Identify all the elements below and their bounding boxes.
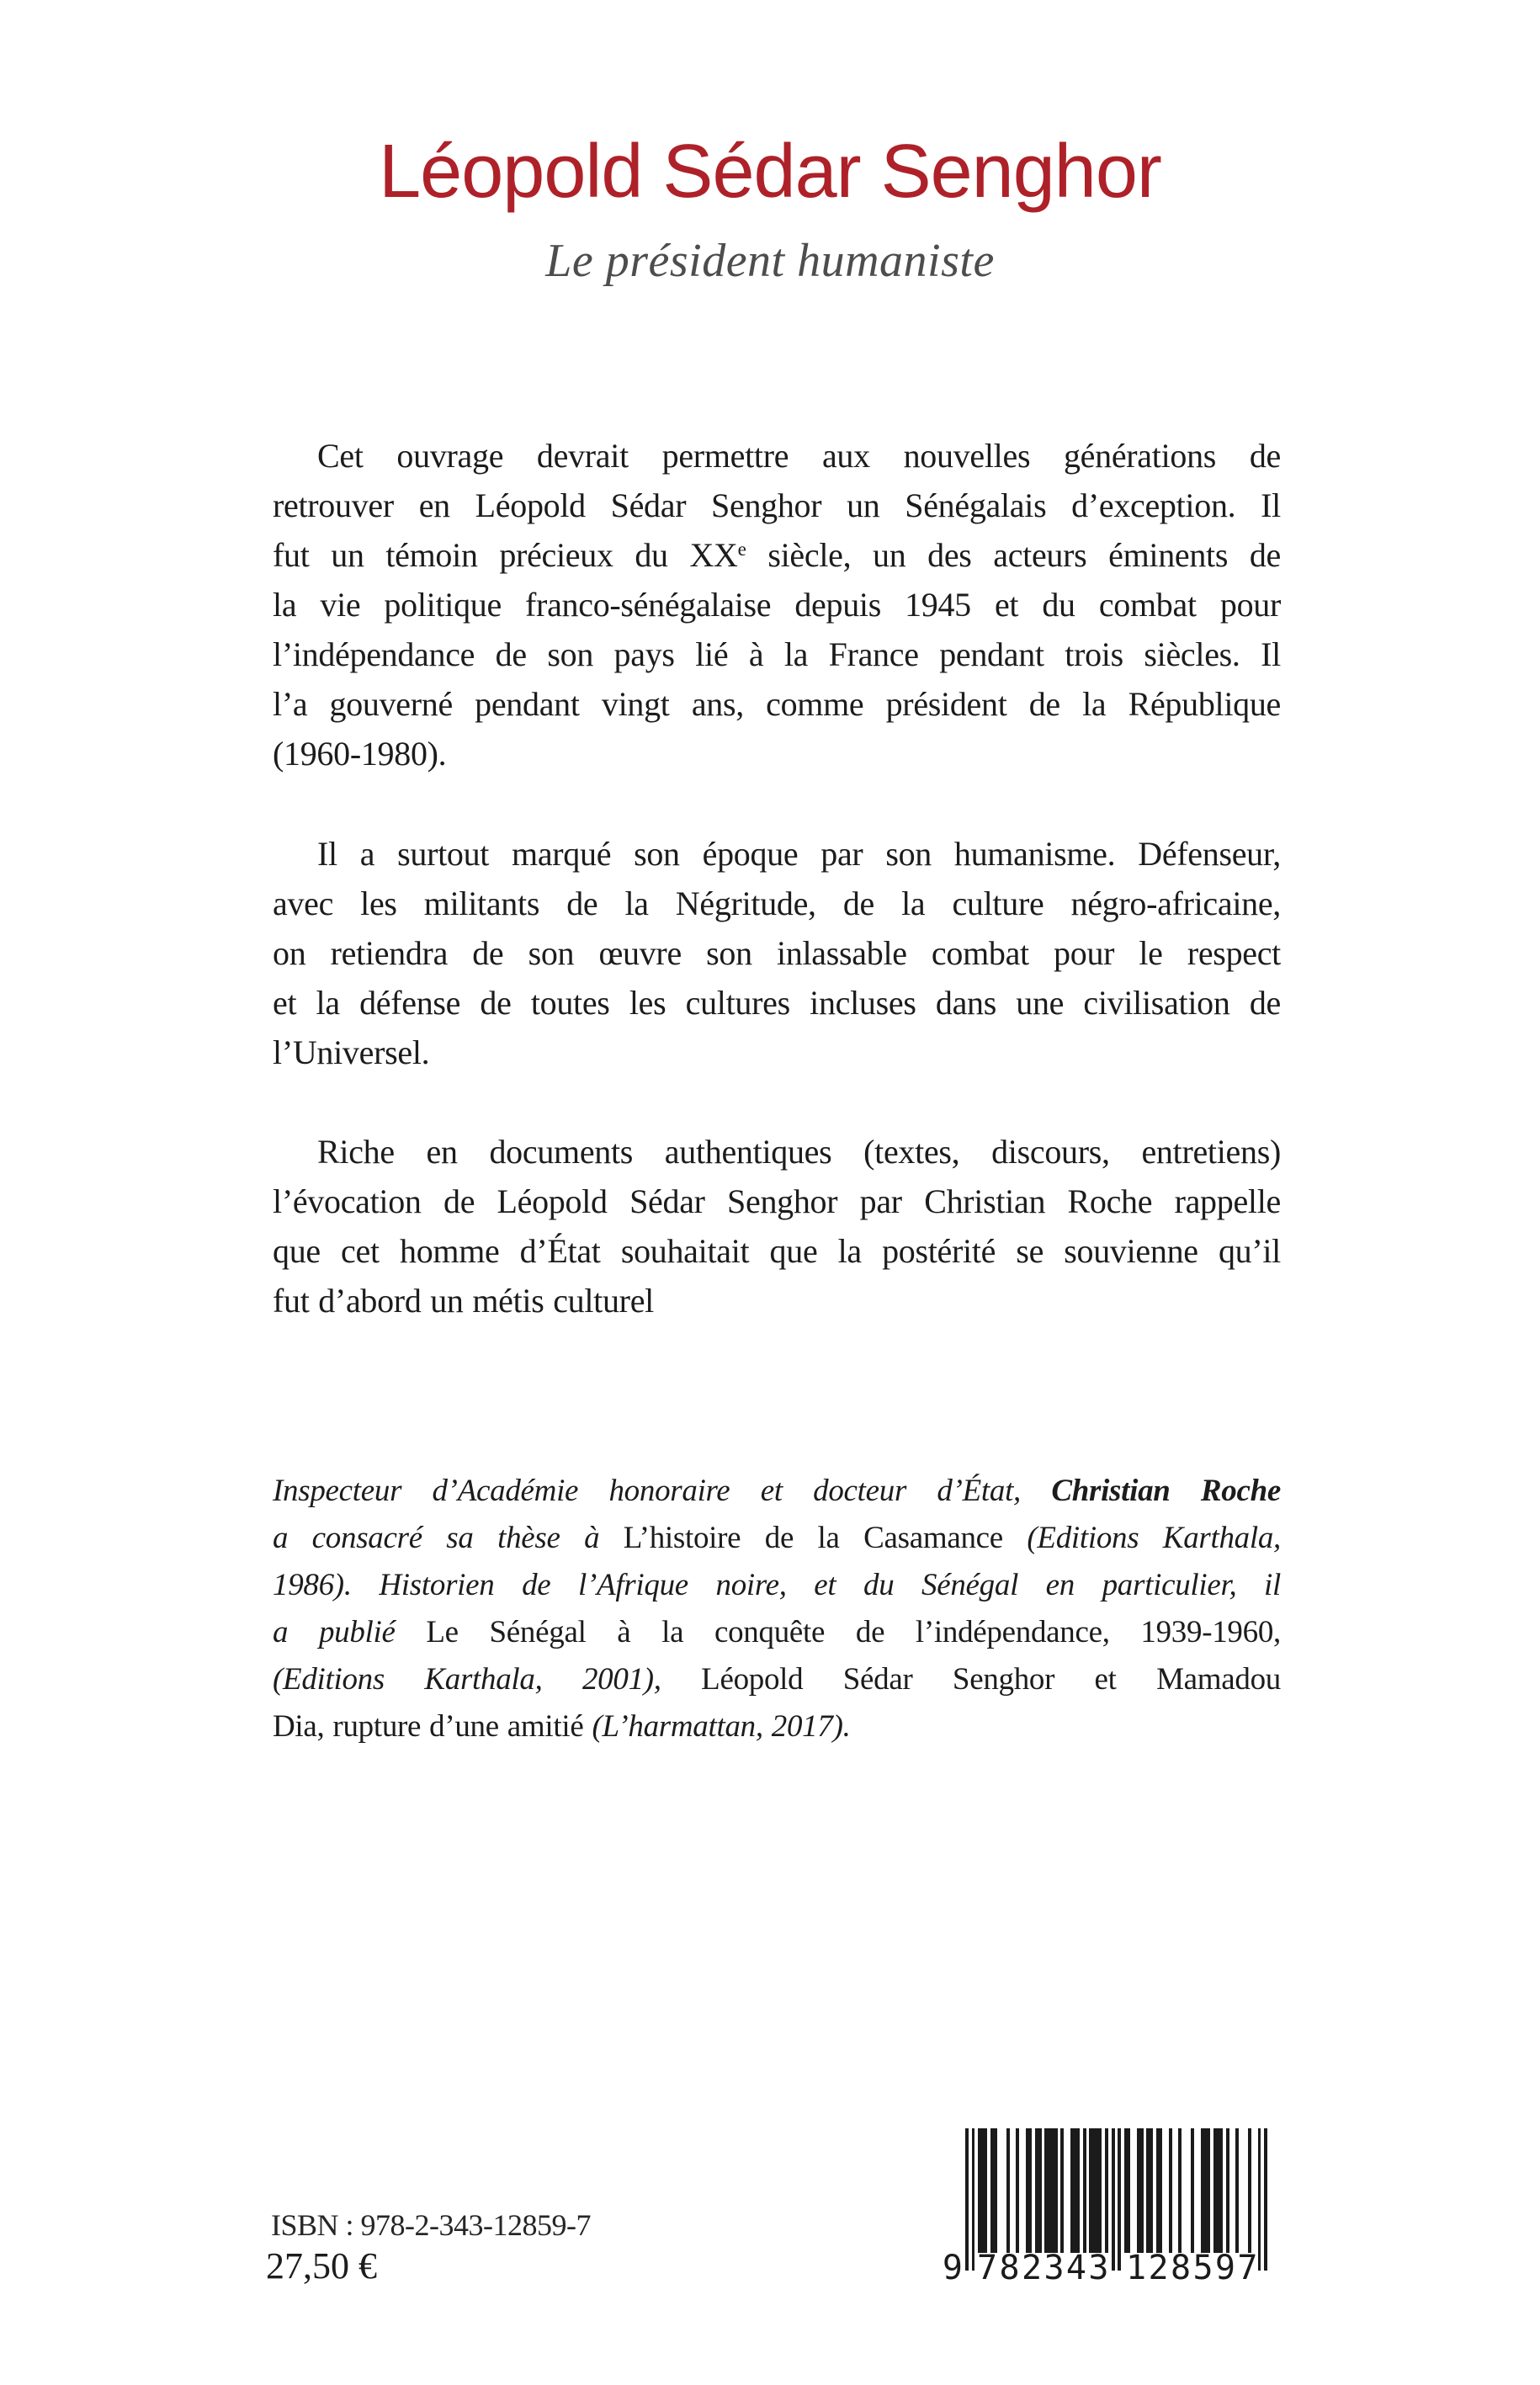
text-segment: fut d’abord un métis culturel [273, 1282, 654, 1320]
text-segment: a publié [273, 1615, 427, 1649]
barcode-bar [1026, 2128, 1033, 2253]
text-segment: Le Sénégal à la conquête de l’indépendance, 1939-1960, [426, 1615, 1281, 1649]
text-segment: siècle, un des acteurs éminents de [746, 536, 1281, 574]
text-segment: 1986). Historien de l’Afrique noire, et du Sénégal en particulier, il [273, 1568, 1281, 1602]
text-segment: retrouver en Léopold Sédar Senghor un Sénégalais d’exception. Il [273, 486, 1281, 524]
barcode-bar [972, 2128, 975, 2271]
barcode-bar [1169, 2128, 1172, 2253]
text-line [273, 1703, 1281, 1750]
barcode-bar [1248, 2128, 1251, 2253]
text-segment: que cet homme d’État souhaitait que la postérité se souvienne qu’il [273, 1232, 1281, 1270]
barcode-bar [1264, 2128, 1267, 2271]
text-segment: Léopold Sédar Senghor et Mamadou [701, 1662, 1281, 1697]
text-line [273, 729, 1281, 778]
text-segment: l’évocation de Léopold Sédar Senghor par Christian Roche rappelle [273, 1182, 1281, 1220]
text-segment: et la défense de toutes les cultures incluses dans une civilisation de [273, 984, 1281, 1022]
barcode-bar [1137, 2128, 1144, 2253]
barcode-bar [1146, 2128, 1153, 2253]
text-segment: (Editions Karthala, [1027, 1521, 1281, 1555]
text-line [273, 580, 1281, 629]
text-segment: l’Universel. [273, 1033, 430, 1071]
text-segment: l’indépendance de son pays lié à la France pendant trois siècles. Il [273, 635, 1281, 673]
text-line [273, 829, 1281, 879]
barcode-bar [1235, 2128, 1239, 2253]
text-segment: (L’harmattan, 2017). [592, 1709, 851, 1744]
barcode-bar [1124, 2128, 1131, 2253]
text-segment: (Editions Karthala, 2001), [273, 1662, 702, 1697]
barcode-bar [1156, 2128, 1163, 2253]
text-segment: Il a surtout marqué son époque par son humanisme. Défenseur, [317, 835, 1281, 873]
barcode-bar [1213, 2128, 1223, 2253]
text-line [273, 679, 1281, 729]
text-line [273, 879, 1281, 928]
text-segment: Inspecteur d’Académie honoraire et docteur d’État, [273, 1474, 1052, 1508]
text-line [273, 530, 1281, 580]
text-line [273, 629, 1281, 679]
text-line [273, 928, 1281, 978]
barcode-bar [1060, 2128, 1064, 2253]
barcode-bar [1089, 2128, 1102, 2253]
text-line [273, 1127, 1281, 1177]
barcode-digits-right: 128597 [1126, 2249, 1260, 2287]
barcode-digits-left: 782343 [977, 2249, 1111, 2287]
text-line [273, 1177, 1281, 1226]
barcode-digit-lead: 9 [942, 2249, 963, 2287]
text-segment: Cet ouvrage devrait permettre aux nouvelles générations de [317, 437, 1281, 475]
text-line [273, 1515, 1281, 1562]
text-line [273, 431, 1281, 481]
text-line [273, 1276, 1281, 1325]
barcode-bar [1016, 2128, 1019, 2253]
barcode-bar [1044, 2128, 1057, 2253]
synopsis-paragraph-1 [273, 431, 1281, 778]
text-line [273, 978, 1281, 1028]
barcode-bar [965, 2128, 969, 2271]
text-segment: a consacré sa thèse à [273, 1521, 624, 1555]
barcode-bar [978, 2128, 987, 2253]
barcode-bar [1191, 2128, 1194, 2253]
text-line [273, 1656, 1281, 1703]
page-title: Léopold Sédar Senghor [379, 130, 1161, 214]
text-line [273, 1609, 1281, 1656]
text-segment: l’a gouverné pendant vingt ans, comme président de la République [273, 685, 1281, 723]
text-line [273, 1226, 1281, 1276]
text-segment: Christian Roche [1051, 1474, 1281, 1508]
text-segment: Riche en documents authentiques (textes, discours, entretiens) [317, 1133, 1281, 1171]
barcode-bar [1105, 2128, 1108, 2253]
barcode-bar [1070, 2128, 1080, 2253]
barcode-bar [1226, 2128, 1229, 2253]
barcode-bar [1201, 2128, 1210, 2253]
barcode-bar [1083, 2128, 1086, 2253]
isbn-label: ISBN : 978-2-343-12859-7 [271, 2208, 591, 2242]
author-bio-paragraph [273, 1468, 1281, 1750]
synopsis-paragraph-2 [273, 829, 1281, 1077]
barcode-bar [1118, 2128, 1121, 2271]
synopsis-paragraph-3 [273, 1127, 1281, 1325]
text-segment: L’histoire de la Casamance [623, 1521, 1028, 1555]
text-line [273, 1028, 1281, 1077]
text-segment: e [737, 539, 746, 561]
page-subtitle: Le président humaniste [545, 235, 995, 287]
barcode-bar [990, 2128, 997, 2253]
text-segment: (1960-1980). [273, 735, 447, 773]
text-line [273, 1468, 1281, 1515]
barcode-bar [1178, 2128, 1182, 2253]
text-segment: fut un témoin précieux du XX [273, 536, 738, 574]
text-segment: Dia, rupture d’une amitié [273, 1709, 592, 1744]
text-segment: la vie politique franco-sénégalaise depuis 1945 et du combat pour [273, 586, 1281, 624]
text-segment: avec les militants de la Négritude, de la culture négro-africaine, [273, 884, 1281, 922]
text-segment: on retiendra de son œuvre son inlassable combat pour le respect [273, 934, 1281, 972]
text-line [273, 481, 1281, 530]
text-line [273, 1562, 1281, 1609]
barcode-bar [1112, 2128, 1115, 2271]
price-label: 27,50 € [266, 2245, 377, 2287]
barcode-bar [1035, 2128, 1042, 2253]
barcode-bar [1006, 2128, 1010, 2253]
